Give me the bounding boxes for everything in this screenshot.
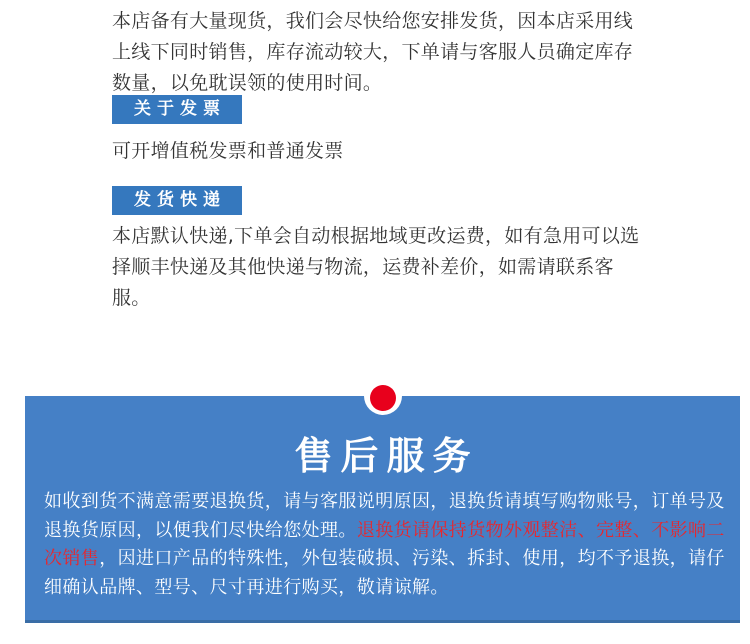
return-policy-text: 如收到货不满意需要退换货，请与客服说明原因，退换货请填写购物账号，订单号及退换货原因，以便我们尽快给您处理。 [44, 491, 725, 541]
invoice-info-text: 可开增值税发票和普通发票 [112, 140, 344, 162]
return-policy-continued: ，因进口产品的特殊性，外包装破损、污染、拆封、使用，均不予退换，请仔细确认品牌、型号、尺寸再进行购买，敬请谅解。 [44, 548, 725, 598]
return-policy-highlight: 退换货请保持货物外观整洁、完整、不影响二次销售 [44, 519, 725, 569]
shipping-section-header: 发货快递 [112, 186, 242, 215]
return-policy-paragraph [44, 488, 730, 602]
red-dot-inner [370, 385, 396, 411]
stock-info-paragraph: 本店备有大量现货，我们会尽快给您安排发货，因本店采用线上线下同时销售，库存流动较大，下单请与客服人员确定库存数量，以免耽误领的使用时间。 [112, 10, 634, 94]
shipping-info-paragraph: 本店默认快递,下单会自动根据地域更改运费，如有急用可以选择顺丰快递及其他快递与物流，运费补差价，如需请联系客服。 [112, 225, 640, 309]
after-sales-title: 售后服务 [294, 434, 479, 478]
red-dot-icon [364, 377, 402, 415]
invoice-section-header: 关于发票 [112, 95, 242, 124]
after-sales-panel [25, 396, 740, 623]
